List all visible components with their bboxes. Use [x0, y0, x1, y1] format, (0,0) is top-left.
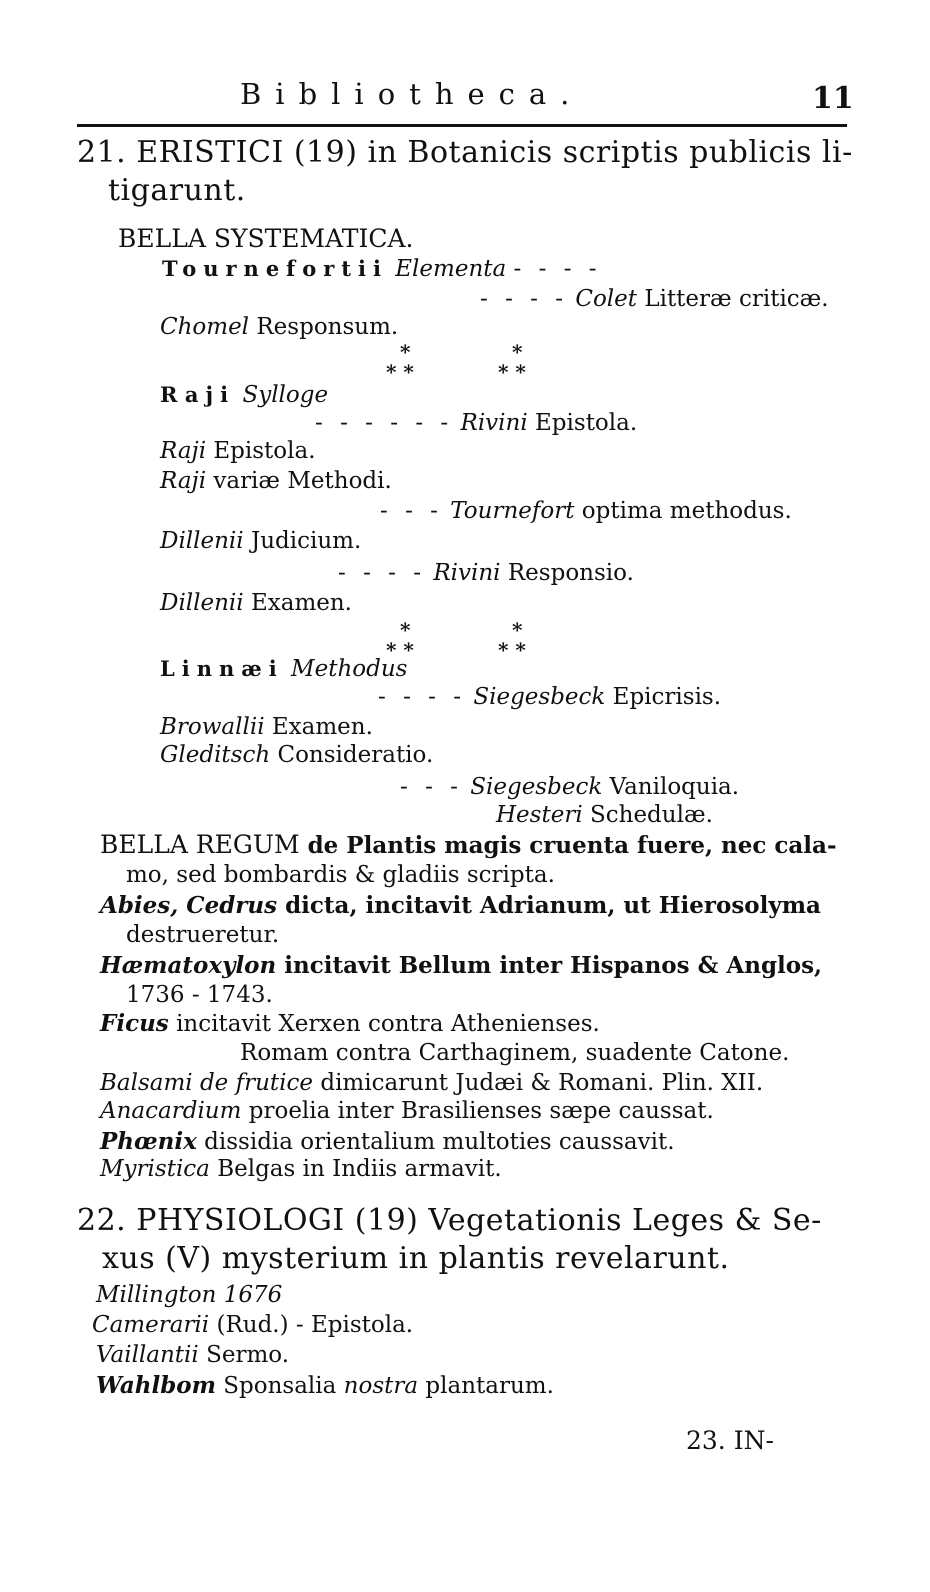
entry-text: Epicrisis. — [612, 684, 722, 710]
entry-italic: Browallii — [160, 714, 265, 740]
asterism: * * * — [498, 618, 526, 662]
entry-text: Vaniloquia. — [609, 774, 740, 800]
bella-regum-text: de Plantis magis cruenta fuere, nec cala- — [307, 832, 837, 859]
entry-caps: Linnæi — [160, 656, 284, 681]
section-22-heading — [77, 1203, 822, 1238]
entry-text: Responsum. — [256, 314, 399, 340]
entry-italic: Elementa — [395, 256, 507, 282]
item-ficus — [100, 1012, 600, 1036]
item-italic: Camerarii — [92, 1312, 210, 1338]
item-text: dimicarunt Judæi & Romani. Plin. XII. — [320, 1070, 764, 1096]
item-millington — [96, 1284, 282, 1307]
item-text: incitavit Bellum inter Hispanos & Anglos, — [284, 952, 823, 979]
entry-text: variæ Methodi. — [213, 468, 392, 494]
entry-text: Judicium. — [250, 528, 362, 554]
entry-italic: Colet — [575, 286, 637, 312]
entry-colet — [480, 288, 829, 311]
item-abies-cont: destrueretur. — [126, 922, 280, 948]
entry-italic: Siegesbeck — [470, 774, 603, 800]
entry-dashes: - - - - — [338, 560, 427, 586]
item-text: Sponsalia — [223, 1373, 337, 1399]
entry-italic: Rivini — [460, 410, 528, 436]
entry-text: Litteræ criticæ. — [644, 286, 829, 312]
item-balsami — [100, 1072, 763, 1095]
entry-italic: Raji — [160, 438, 207, 464]
item-phoenix — [100, 1130, 675, 1154]
entry-italic: Dillenii — [160, 528, 244, 554]
entry-dillenii-judicium — [160, 530, 361, 553]
entry-text: Examen. — [271, 714, 373, 740]
entry-linnaei-methodus — [160, 658, 407, 681]
entry-gleditsch — [160, 744, 433, 767]
item-text: dissidia orientalium multoties caussavit. — [204, 1129, 675, 1155]
entry-dashes: - - - - — [378, 684, 467, 710]
item-haematoxylon-cont: 1736 - 1743. — [126, 982, 273, 1008]
section-text: ERISTICI (19) in Botanicis scriptis publicis li- — [136, 135, 853, 170]
bella-regum-caps: BELLA REGUM — [100, 830, 300, 859]
entry-tournefortii — [162, 258, 602, 281]
entry-italic: Rivini — [433, 560, 501, 586]
entry-raji-sylloge — [160, 384, 328, 407]
entry-italic: Hesteri — [496, 802, 583, 828]
item-ficus-cont: Romam contra Carthaginem, suadente Catone. — [240, 1040, 790, 1066]
item-italic: Hæmatoxylon — [100, 952, 277, 979]
entry-text: Examen. — [250, 590, 352, 616]
entry-italic: Methodus — [291, 656, 408, 682]
section-text: PHYSIOLOGI (19) Vegetationis Leges & Se- — [136, 1203, 822, 1238]
entry-dashes: - - - - - - — [315, 410, 454, 436]
entry-browallii — [160, 716, 373, 739]
item-italic: Abies, Cedrus — [100, 892, 278, 919]
entry-text: Schedulæ. — [590, 802, 713, 828]
item-italic: nostra — [343, 1373, 419, 1399]
entry-italic: Gleditsch — [160, 742, 271, 768]
asterism: * * * — [386, 340, 414, 384]
asterism: * * * — [498, 340, 526, 384]
entry-rivini-responsio — [338, 562, 634, 585]
header-rule — [77, 124, 847, 127]
entry-text: Epistola. — [213, 438, 316, 464]
item-anacardium — [100, 1100, 714, 1123]
item-italic: Anacardium — [100, 1098, 242, 1124]
item-italic: Myristica — [100, 1156, 210, 1182]
item-italic: Ficus — [100, 1010, 169, 1037]
entry-dashes: - - - — [400, 774, 463, 800]
section-number: 22. — [77, 1203, 127, 1238]
entry-siegesbeck-vaniloquia — [400, 776, 739, 799]
item-italic: Wahlbom — [96, 1372, 216, 1399]
entry-dashes: - - - - — [513, 256, 602, 282]
item-italic: Millington — [96, 1282, 217, 1308]
entry-italic: Siegesbeck — [473, 684, 606, 710]
item-myristica — [100, 1158, 502, 1181]
running-head: Bibliotheca. — [240, 77, 584, 111]
section-22-heading-cont: xus (V) mysterium in plantis revelarunt. — [102, 1241, 730, 1276]
entry-dashes: - - - - — [480, 286, 569, 312]
item-italic: Phœnix — [100, 1128, 197, 1155]
catchword: 23. IN- — [686, 1426, 774, 1455]
entry-dashes: - - - — [380, 498, 443, 524]
entry-italic: Tournefort — [450, 498, 575, 524]
item-text: 1676 — [223, 1282, 283, 1308]
item-text: Sermo. — [206, 1342, 290, 1368]
entry-text: Responsio. — [507, 560, 634, 586]
entry-siegesbeck-epicrisis — [378, 686, 721, 709]
page-number: 11 — [812, 81, 854, 116]
item-italic: Vaillantii — [96, 1342, 199, 1368]
entry-text: Consideratio. — [277, 742, 434, 768]
item-text: Belgas in Indiis armavit. — [217, 1156, 502, 1182]
item-wahlbom — [96, 1374, 554, 1398]
section-number: 21. — [77, 135, 127, 170]
section-21-heading — [77, 135, 853, 170]
entry-tournefort-methodus — [380, 500, 792, 523]
item-text: incitavit Xerxen contra Athenienses. — [176, 1011, 600, 1037]
entry-caps: Raji — [160, 382, 236, 407]
item-abies — [100, 894, 821, 917]
entry-raji-methodi — [160, 470, 392, 493]
bella-regum-line1 — [100, 832, 836, 857]
entry-italic: Dillenii — [160, 590, 244, 616]
item-text: proelia inter Brasilienses sæpe caussat. — [248, 1098, 714, 1124]
entry-caps: Tournefortii — [162, 256, 388, 281]
item-vaillantii — [96, 1344, 289, 1367]
bella-regum-line2: mo, sed bombardis & gladiis scripta. — [126, 862, 555, 888]
entry-italic: Chomel — [160, 314, 250, 340]
item-italic: Balsami de frutice — [100, 1070, 314, 1096]
item-haematoxylon — [100, 954, 822, 977]
entry-dillenii-examen — [160, 592, 352, 615]
item-text: dicta, incitavit Adrianum, ut Hierosolyma — [285, 892, 821, 919]
section-21-heading-cont: tigarunt. — [108, 173, 246, 208]
entry-chomel — [160, 316, 398, 339]
entry-text: Epistola. — [535, 410, 638, 436]
entry-italic: Sylloge — [242, 382, 329, 408]
entry-italic: Raji — [160, 468, 207, 494]
entry-rivini-epistola — [315, 412, 637, 435]
entry-text: optima methodus. — [581, 498, 792, 524]
item-camerarii — [92, 1314, 413, 1337]
subtitle-bella-systematica: BELLA SYSTEMATICA. — [118, 224, 414, 253]
item-text: plantarum. — [425, 1373, 554, 1399]
asterism: * * * — [386, 618, 414, 662]
entry-hesteri — [496, 804, 713, 827]
item-text: (Rud.) - Epistola. — [216, 1312, 414, 1338]
entry-raji-epistola — [160, 440, 316, 463]
